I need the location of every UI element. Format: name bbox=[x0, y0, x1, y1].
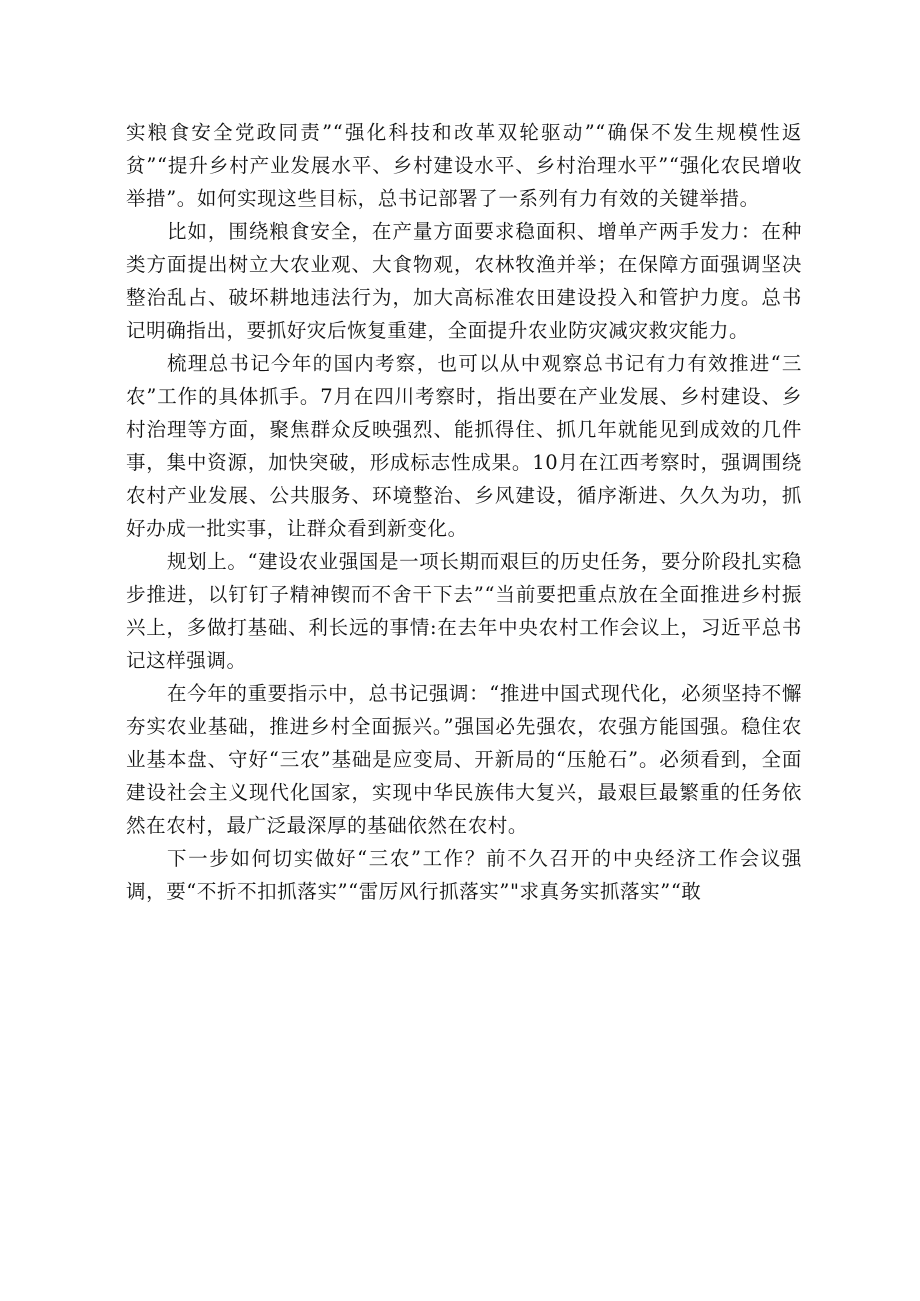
paragraph-continuation: 实粮食安全党政同责”“强化科技和改革双轮驱动”“确保不发生规模性返贫”“提升乡村产业发展水平、乡村建设水平、乡村治理水平”“强化农民增收举措”。如何实现这些目标，总书记部署了一系列有力有效的关键举措。 bbox=[126, 121, 802, 210]
paragraph-next-steps: 下一步如何切实做好“三农”工作？前不久召开的中央经济工作会议强调，要“不折不扣抓落实”“雷厉风行抓落实”"求真务实抓落实”“敢 bbox=[126, 847, 802, 903]
paragraph-domestic-inspection: 梳理总书记今年的国内考察，也可以从中观察总书记有力有效推进“三农”工作的具体抓手。7月在四川考察时，指出要在产业发展、乡村建设、乡村治理等方面，聚焦群众反映强烈、能抓得住、抓几年就能见到成效的几件事，集中资源，加快突破，形成标志性成果。10月在江西考察时，强调围绕农村产业发展、公共服务、环境整治、乡风建设，循序渐进、久久为功，抓好办成一批实事，让群众看到新变化。 bbox=[126, 352, 802, 540]
paragraph-important-instructions: 在今年的重要指示中，总书记强调：“推进中国式现代化，必须坚持不懈夯实农业基础，推进乡村全面振兴。”强国必先强农，农强方能国强。稳住农业基本盘、守好“三农”基础是应变局、开新局的“压舱石”。必须看到，全面建设社会主义现代化国家，实现中华民族伟大复兴，最艰巨最繁重的任务依然在农村，最广泛最深厚的基础依然在农村。 bbox=[126, 682, 802, 837]
paragraph-grain-security: 比如，围绕粮食安全，在产量方面要求稳面积、增单产两手发力：在种类方面提出树立大农业观、大食物观，农林牧渔并举；在保障方面强调坚决整治乱占、破坏耕地违法行为，加大高标准农田建设投入和管护力度。总书记明确指出，要抓好灾后恢复重建，全面提升农业防灾减灾救灾能力。 bbox=[126, 220, 802, 342]
document-body bbox=[126, 116, 802, 908]
paragraph-planning: 规划上。“建设农业强国是一项长期而艰巨的历史任务，要分阶段扎实稳步推进，以钉钉子精神锲而不舍干下去”“当前要把重点放在全面推进乡村振兴上，多做打基础、利长远的事情:在去年中央农村工作会议上，习近平总书记这样强调。 bbox=[126, 550, 802, 672]
